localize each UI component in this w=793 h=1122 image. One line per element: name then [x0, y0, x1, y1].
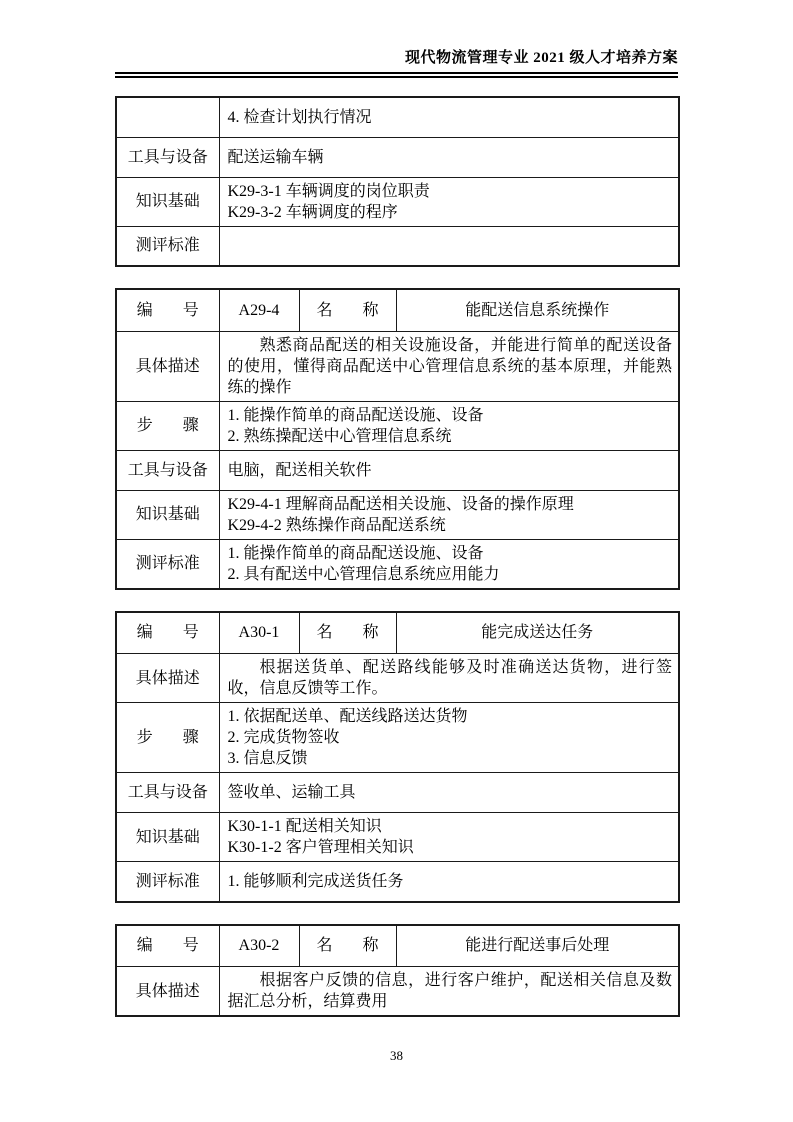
cell-line: K30-1-2 客户管理相关知识 — [227, 839, 414, 856]
task-code-cell: A29-4 — [219, 289, 299, 331]
row-label-cell: 知识基础 — [116, 813, 219, 862]
cell-line: 1. 能操作简单的商品配送设施、设备 — [227, 406, 484, 424]
row-label-char: 名 — [316, 937, 333, 955]
row-label-cell: 具体描述 — [116, 331, 219, 401]
table-row — [116, 226, 679, 266]
cell-line: 1. 能够顺利完成送货任务 — [227, 872, 404, 890]
row-label-char: 称 — [362, 937, 379, 955]
table-row — [116, 773, 679, 813]
task-name-cell: 能进行配送事后处理 — [396, 925, 679, 967]
row-label-cell — [299, 925, 396, 967]
row-label-cell: 工具与设备 — [116, 450, 219, 490]
row-label-char: 骤 — [182, 729, 199, 746]
table-row — [116, 862, 679, 902]
row-label-char: 号 — [182, 624, 199, 642]
row-content-cell — [219, 813, 679, 862]
task-code-cell: A30-1 — [219, 612, 299, 654]
cell-line: 签收单、运输工具 — [227, 784, 356, 801]
cell-line: 3. 信息反馈 — [227, 750, 308, 767]
cell-line: 2. 具有配送中心管理信息系统应用能力 — [227, 565, 500, 583]
row-label-char: 名 — [316, 301, 333, 319]
row-label-cell: 测评标准 — [116, 862, 219, 902]
table-row — [116, 539, 679, 589]
cell-line: K30-1-1 配送相关知识 — [227, 818, 382, 835]
row-content-cell — [219, 773, 679, 813]
task-table-a29-3-continued — [115, 96, 680, 267]
cell-line: 2. 完成货物签收 — [227, 729, 340, 746]
row-label — [317, 622, 379, 643]
row-label-cell: 具体描述 — [116, 967, 219, 1017]
table-row — [116, 654, 679, 703]
page-number: 38 — [390, 1048, 403, 1063]
row-label — [137, 415, 199, 436]
row-label-char: 编 — [136, 301, 153, 319]
cell-line: K29-3-1 车辆调度的岗位职责 — [227, 182, 430, 200]
row-label-char: 步 — [136, 417, 153, 434]
page-content — [115, 0, 678, 1017]
row-label-char: 号 — [182, 301, 199, 319]
row-label-cell: 工具与设备 — [116, 773, 219, 813]
table-row — [116, 612, 679, 654]
table-row — [116, 967, 679, 1017]
row-label-cell — [116, 401, 219, 450]
row-label-char: 名 — [316, 624, 333, 642]
table-row — [116, 289, 679, 331]
table-row — [116, 813, 679, 862]
header-divider — [115, 72, 678, 78]
row-label-cell — [299, 289, 396, 331]
cell-line: 电脑，配送相关软件 — [227, 461, 372, 479]
tables-stack — [115, 96, 678, 1017]
row-label — [137, 727, 199, 748]
row-label-cell: 知识基础 — [116, 177, 219, 226]
row-label-char: 称 — [362, 624, 379, 642]
row-content-cell — [219, 177, 679, 226]
row-label-cell — [116, 703, 219, 773]
task-table-a30-2 — [115, 924, 680, 1018]
row-content-cell — [219, 862, 679, 902]
table-row — [116, 177, 679, 226]
table-row — [116, 490, 679, 539]
cell-line: K29-4-2 熟练操作商品配送系统 — [227, 516, 446, 534]
row-label-char: 编 — [136, 937, 153, 955]
row-label-char: 称 — [362, 301, 379, 319]
row-label — [137, 300, 199, 321]
cell-line: K29-4-1 理解商品配送相关设施、设备的操作原理 — [227, 495, 574, 513]
row-content-cell — [219, 654, 679, 703]
cell-line: 1. 依据配送单、配送线路送达货物 — [227, 708, 468, 725]
row-content-cell — [219, 97, 679, 137]
cell-line: 熟悉商品配送的相关设施设备，并能进行简单的配送设备的使用，懂得商品配送中心管理信息系统的基本原理，并能熟练的操作 — [227, 336, 672, 396]
row-label-cell: 知识基础 — [116, 490, 219, 539]
row-label-cell — [299, 612, 396, 654]
row-content-cell — [219, 331, 679, 401]
task-name-cell: 能完成送达任务 — [396, 612, 679, 654]
cell-line: K29-3-2 车辆调度的程序 — [227, 203, 398, 221]
table-row — [116, 703, 679, 773]
row-label — [317, 935, 379, 956]
row-label — [137, 622, 199, 643]
row-content-cell — [219, 226, 679, 266]
row-label — [137, 935, 199, 956]
table-row — [116, 401, 679, 450]
row-content-cell — [219, 967, 679, 1017]
row-content-cell — [219, 137, 679, 177]
row-label-char: 骤 — [182, 417, 199, 434]
table-row — [116, 137, 679, 177]
row-label-cell — [116, 97, 219, 137]
row-label-char: 号 — [182, 937, 199, 955]
task-table-a30-1 — [115, 611, 680, 903]
row-content-cell — [219, 539, 679, 589]
task-code-cell: A30-2 — [219, 925, 299, 967]
cell-line: 4. 检查计划执行情况 — [227, 108, 372, 126]
cell-line: 2. 熟练操配送中心管理信息系统 — [227, 427, 452, 445]
table-row — [116, 450, 679, 490]
row-content-cell — [219, 703, 679, 773]
row-label-cell — [116, 289, 219, 331]
row-label-cell: 测评标准 — [116, 539, 219, 589]
task-name-cell: 能配送信息系统操作 — [396, 289, 679, 331]
cell-line: 配送运输车辆 — [227, 148, 324, 166]
row-label-cell: 工具与设备 — [116, 137, 219, 177]
row-label-char: 步 — [136, 729, 153, 746]
page-header-title: 现代物流管理专业 2021 级人才培养方案 — [404, 50, 678, 66]
row-label-cell: 测评标准 — [116, 226, 219, 266]
row-content-cell — [219, 450, 679, 490]
row-label — [317, 300, 379, 321]
cell-line: 根据送货单、配送路线能够及时准确送达货物，进行签收，信息反馈等工作。 — [227, 659, 672, 697]
cell-line: 1. 能操作简单的商品配送设施、设备 — [227, 544, 484, 562]
row-label-cell: 具体描述 — [116, 654, 219, 703]
row-label-cell — [116, 925, 219, 967]
row-content-cell — [219, 490, 679, 539]
row-label-char: 编 — [136, 624, 153, 642]
table-row — [116, 331, 679, 401]
task-table-a29-4 — [115, 288, 680, 590]
row-label-cell — [116, 612, 219, 654]
cell-line: 根据客户反馈的信息，进行客户维护，配送相关信息及数据汇总分析，结算费用 — [227, 972, 672, 1010]
table-row — [116, 97, 679, 137]
table-row — [116, 925, 679, 967]
row-content-cell — [219, 401, 679, 450]
